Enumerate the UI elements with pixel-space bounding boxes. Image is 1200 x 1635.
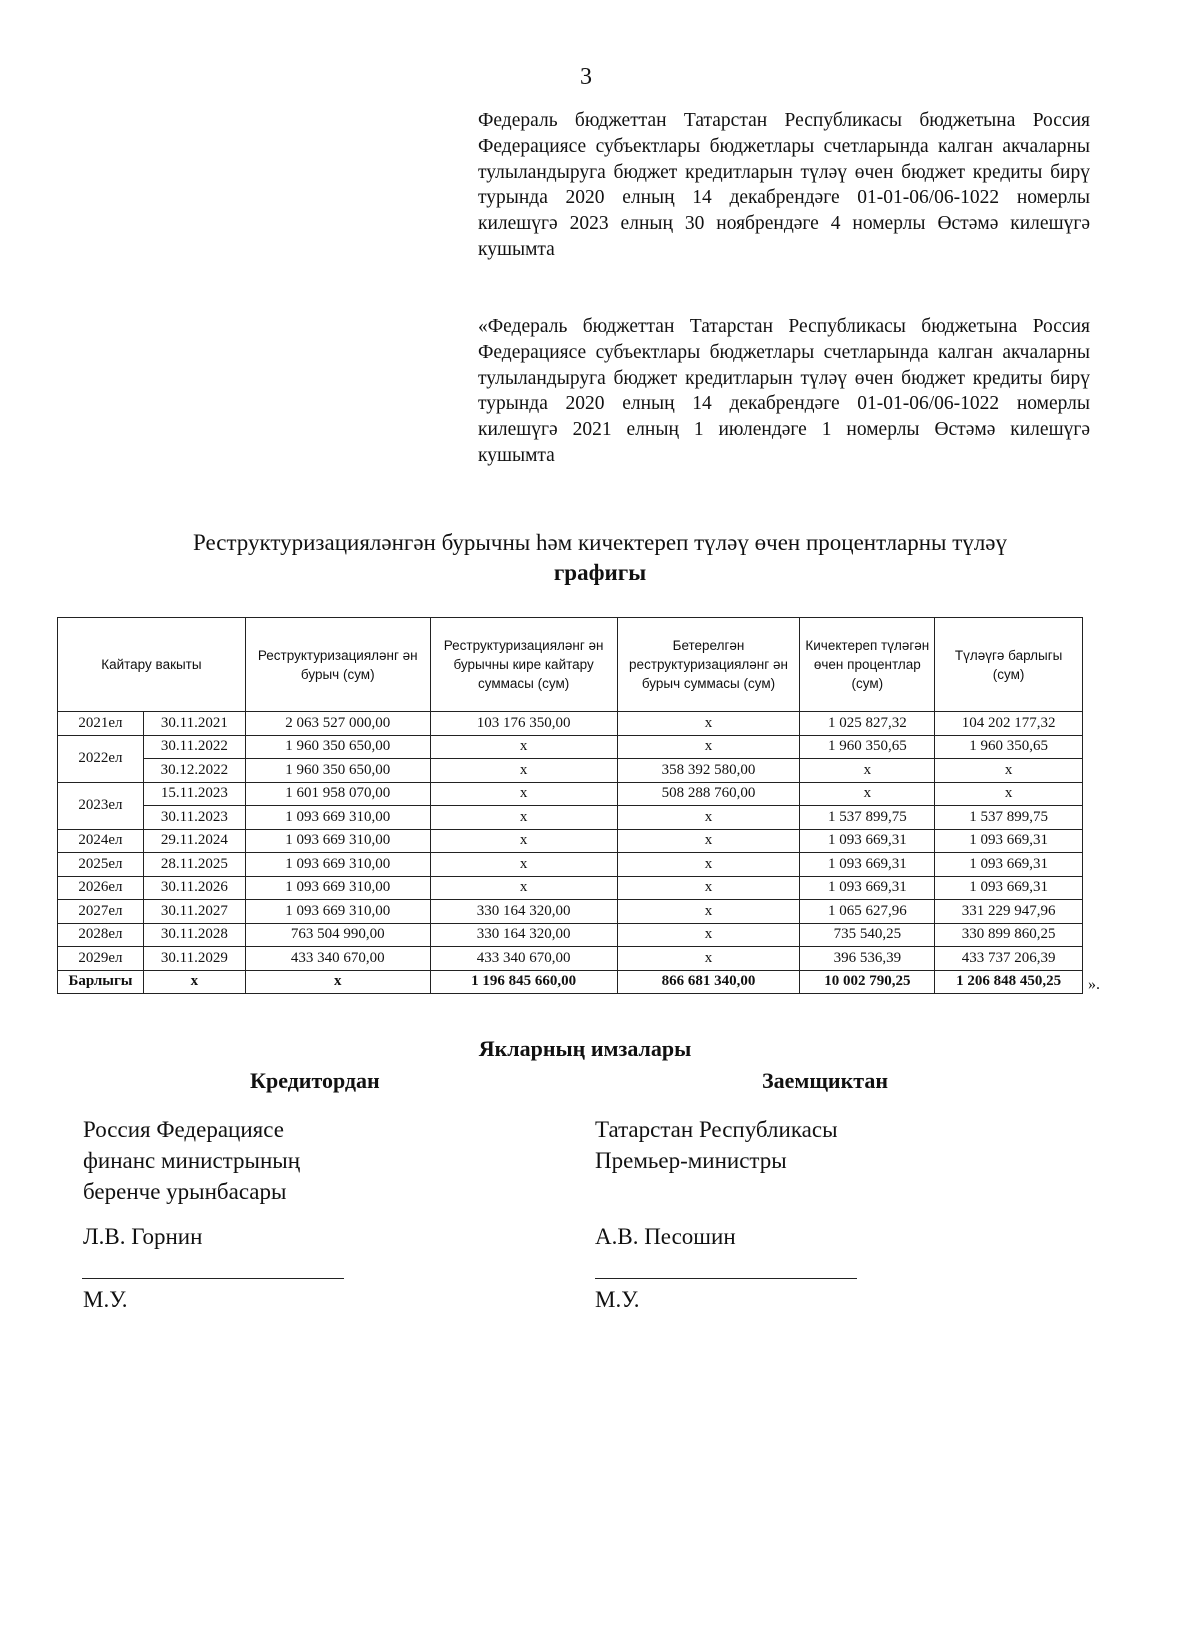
cell-written-off: х <box>617 829 800 853</box>
cell-total: 1 093 669,31 <box>935 876 1083 900</box>
cell-interest: 1 025 827,32 <box>800 712 935 736</box>
position-line: финанс министрының <box>83 1148 301 1173</box>
cell-total: 433 737 206,39 <box>935 947 1083 971</box>
cell-total: 331 229 947,96 <box>935 900 1083 924</box>
cell-interest: 1 537 899,75 <box>800 806 935 830</box>
cell-year: 2024ел <box>58 829 144 853</box>
borrower-position <box>595 1114 838 1176</box>
cell-debt: 1 093 669 310,00 <box>245 806 430 830</box>
cell-debt: 1 093 669 310,00 <box>245 829 430 853</box>
cell-date: 30.12.2022 <box>143 759 245 783</box>
cell-repay: 330 164 320,00 <box>430 900 617 924</box>
schedule-title <box>60 528 1140 588</box>
total-date: х <box>143 970 245 994</box>
cell-debt: 1 960 350 650,00 <box>245 735 430 759</box>
table-row <box>58 900 1083 924</box>
cell-interest: 396 536,39 <box>800 947 935 971</box>
cell-debt: 763 504 990,00 <box>245 923 430 947</box>
cell-written-off: 358 392 580,00 <box>617 759 800 783</box>
title-line-2: графигы <box>553 560 647 585</box>
table-row <box>58 782 1083 806</box>
cell-written-off: 508 288 760,00 <box>617 782 800 806</box>
cell-total: 1 093 669,31 <box>935 829 1083 853</box>
table-row <box>58 735 1083 759</box>
cell-repay: х <box>430 782 617 806</box>
creditor-label: Кредитордан <box>250 1068 380 1093</box>
cell-year: 2029ел <box>58 947 144 971</box>
total-written-off: 866 681 340,00 <box>617 970 800 994</box>
cell-repay: х <box>430 829 617 853</box>
cell-date: 15.11.2023 <box>143 782 245 806</box>
creditor-seal: М.У. <box>83 1287 128 1312</box>
header-repayment: Реструктуризацияләнг ән бурычны кире кайтару суммасы (сум) <box>430 618 617 712</box>
cell-year: 2028ел <box>58 923 144 947</box>
borrower-signature-line <box>595 1278 857 1279</box>
cell-total: х <box>935 782 1083 806</box>
table-total-row <box>58 970 1083 994</box>
cell-debt: 433 340 670,00 <box>245 947 430 971</box>
table-row <box>58 759 1083 783</box>
creditor-position <box>83 1114 300 1207</box>
header-return-date: Кайтару вакыты <box>58 618 246 712</box>
cell-date: 30.11.2026 <box>143 876 245 900</box>
creditor-name: Л.В. Горнин <box>83 1224 203 1249</box>
total-label: Барлыгы <box>58 970 144 994</box>
title-line-1: Реструктуризацияләнгән бурычны һәм кичектереп түләү өчен процентларны түләү <box>192 530 1008 555</box>
cell-date: 30.11.2027 <box>143 900 245 924</box>
appendix-note-current: Федераль бюджеттан Татарстан Республикасы бюджетына Россия Федерациясе субъектлары бюджетлары счетларында калган акчаларны тулыландыруга бюджет кредитларын түләү өчен бюджет кредиты бирү турында 2020 елның 14 декабрендәге 01-01-06/06-1022 номерлы килешүгә 2023 елның 30 ноябрендәге 4 номерлы Өстәмә килешүгә кушымта <box>478 110 1090 260</box>
closing-quote: ». <box>1088 976 1100 993</box>
cell-repay: 103 176 350,00 <box>430 712 617 736</box>
cell-repay: х <box>430 876 617 900</box>
cell-repay: х <box>430 853 617 877</box>
cell-total: 1 093 669,31 <box>935 853 1083 877</box>
cell-debt: 2 063 527 000,00 <box>245 712 430 736</box>
cell-total: 1 960 350,65 <box>935 735 1083 759</box>
cell-year: 2023ел <box>58 782 144 829</box>
borrower-label: Заемщиктан <box>762 1068 889 1093</box>
cell-debt: 1 601 958 070,00 <box>245 782 430 806</box>
total-repay: 1 196 845 660,00 <box>430 970 617 994</box>
cell-total: 104 202 177,32 <box>935 712 1083 736</box>
cell-date: 30.11.2022 <box>143 735 245 759</box>
total-debt: х <box>245 970 430 994</box>
table-row <box>58 923 1083 947</box>
position-line: Татарстан Республикасы <box>595 1117 838 1142</box>
total-interest: 10 002 790,25 <box>800 970 935 994</box>
cell-repay: х <box>430 735 617 759</box>
cell-date: 30.11.2028 <box>143 923 245 947</box>
cell-year: 2027ел <box>58 900 144 924</box>
header-debt: Реструктуризацияләнг ән бурыч (сум) <box>245 618 430 712</box>
cell-date: 29.11.2024 <box>143 829 245 853</box>
cell-date: 30.11.2021 <box>143 712 245 736</box>
creditor-signature-line <box>82 1278 344 1279</box>
payment-schedule-table <box>57 617 1083 994</box>
cell-repay: 433 340 670,00 <box>430 947 617 971</box>
cell-debt: 1 960 350 650,00 <box>245 759 430 783</box>
cell-interest: 1 093 669,31 <box>800 853 935 877</box>
cell-total: 330 899 860,25 <box>935 923 1083 947</box>
position-line: Россия Федерациясе <box>83 1117 284 1142</box>
table-row <box>58 947 1083 971</box>
position-line: беренче урынбасары <box>83 1179 287 1204</box>
cell-interest: 1 093 669,31 <box>800 876 935 900</box>
cell-repay: 330 164 320,00 <box>430 923 617 947</box>
cell-written-off: х <box>617 900 800 924</box>
table-header-row <box>58 618 1083 712</box>
cell-year: 2021ел <box>58 712 144 736</box>
cell-total: 1 537 899,75 <box>935 806 1083 830</box>
header-total: Түләүгә барлыгы (сум) <box>935 618 1083 712</box>
cell-interest: 1 960 350,65 <box>800 735 935 759</box>
cell-year: 2026ел <box>58 876 144 900</box>
cell-debt: 1 093 669 310,00 <box>245 876 430 900</box>
appendix-note-original: «Федераль бюджеттан Татарстан Республикасы бюджетына Россия Федерациясе субъектлары бюджетлары счетларында калган акчаларны тулыландыруга бюджет кредитларын түләү өчен бюджет кредиты бирү турында 2020 елның 14 декабрендәге 01-01-06/06-1022 номерлы килешүгә 2021 елның 1 июлендәге 1 номерлы Өстәмә килешүгә кушымта <box>478 316 1090 466</box>
signatures-heading: Якларның имзалары <box>478 1036 692 1061</box>
cell-interest: 735 540,25 <box>800 923 935 947</box>
borrower-seal: М.У. <box>595 1287 640 1312</box>
total-total: 1 206 848 450,25 <box>935 970 1083 994</box>
cell-year: 2022ел <box>58 735 144 782</box>
cell-written-off: х <box>617 806 800 830</box>
cell-total: х <box>935 759 1083 783</box>
cell-written-off: х <box>617 923 800 947</box>
cell-interest: х <box>800 782 935 806</box>
cell-written-off: х <box>617 735 800 759</box>
table-row <box>58 829 1083 853</box>
header-interest: Кичектереп түләгән өчен процентлар (сум) <box>800 618 935 712</box>
cell-repay: х <box>430 806 617 830</box>
header-written-off: Бетерелгән реструктуризацияләнг ән бурыч суммасы (сум) <box>617 618 800 712</box>
table-row <box>58 876 1083 900</box>
cell-interest: 1 093 669,31 <box>800 829 935 853</box>
cell-debt: 1 093 669 310,00 <box>245 900 430 924</box>
cell-interest: х <box>800 759 935 783</box>
cell-debt: 1 093 669 310,00 <box>245 853 430 877</box>
table-row <box>58 853 1083 877</box>
cell-written-off: х <box>617 712 800 736</box>
cell-written-off: х <box>617 876 800 900</box>
page-number: 3 <box>580 64 592 90</box>
cell-date: 30.11.2023 <box>143 806 245 830</box>
table-row <box>58 712 1083 736</box>
cell-interest: 1 065 627,96 <box>800 900 935 924</box>
cell-year: 2025ел <box>58 853 144 877</box>
position-line: Премьер-министры <box>595 1148 787 1173</box>
cell-repay: х <box>430 759 617 783</box>
cell-written-off: х <box>617 853 800 877</box>
cell-written-off: х <box>617 947 800 971</box>
table-row <box>58 806 1083 830</box>
cell-date: 28.11.2025 <box>143 853 245 877</box>
cell-date: 30.11.2029 <box>143 947 245 971</box>
borrower-name: А.В. Песошин <box>595 1224 736 1249</box>
